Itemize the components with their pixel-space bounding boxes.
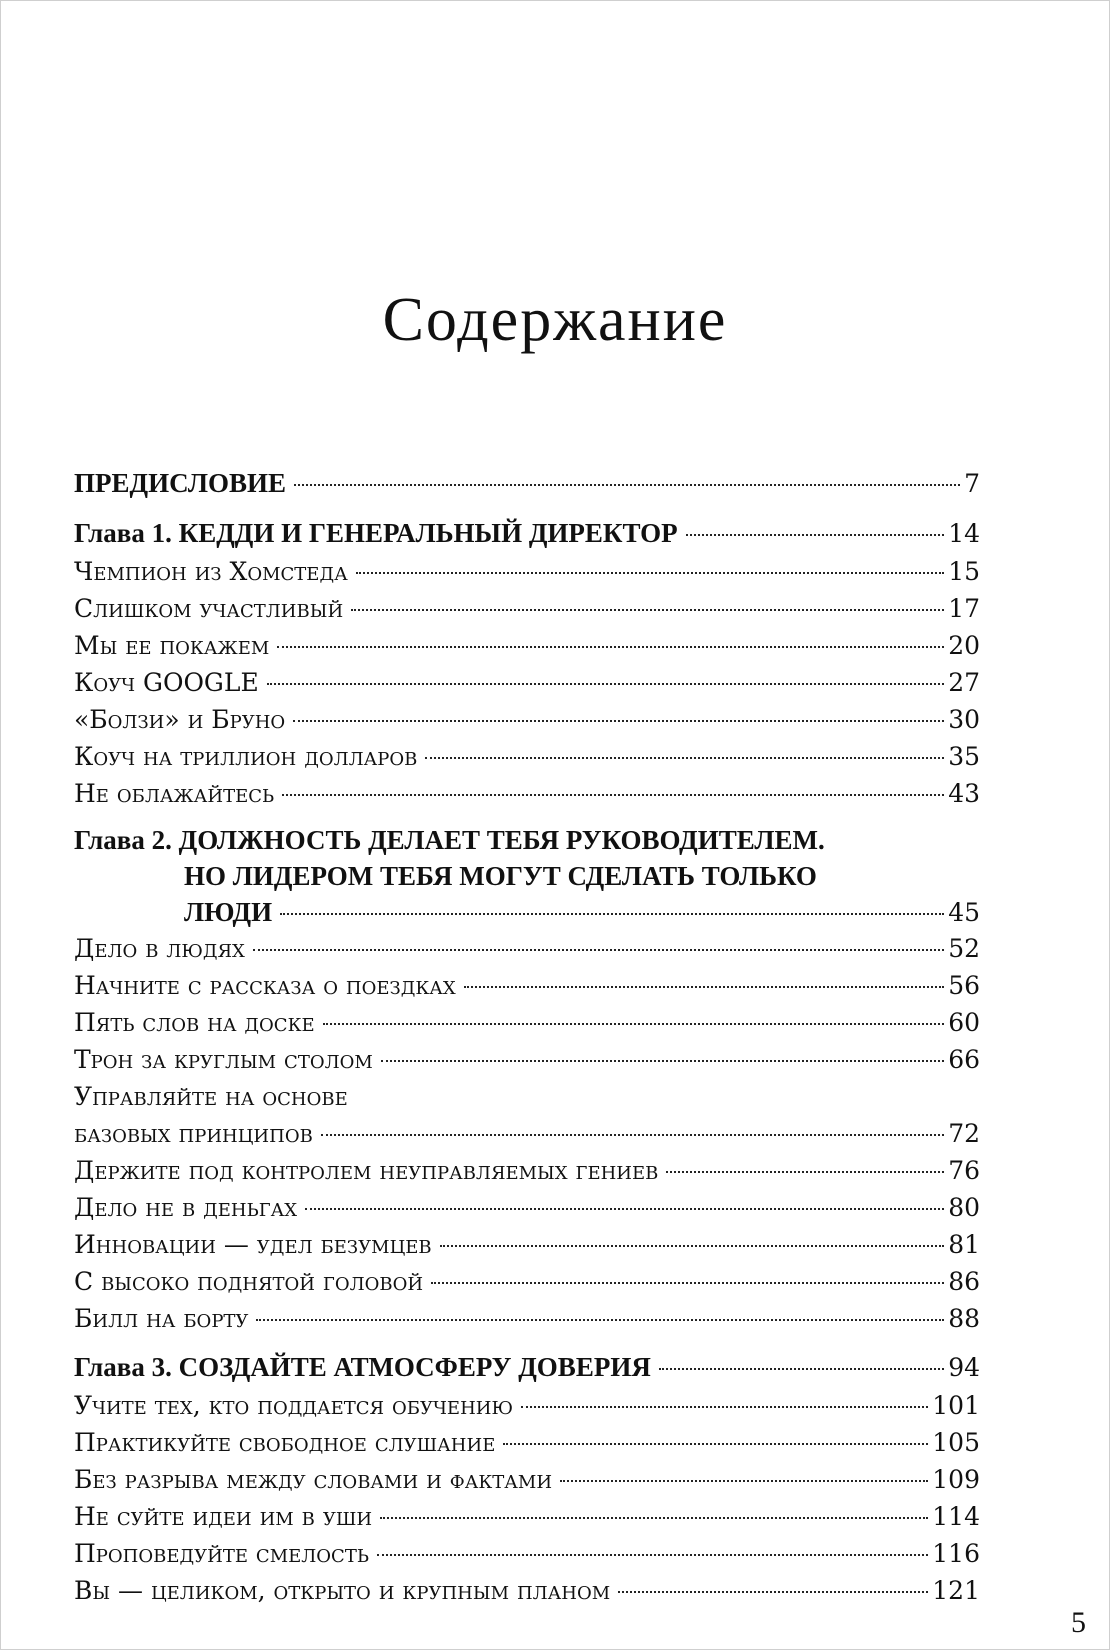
leader-dots [521,1406,928,1408]
toc-entry-label: Управляйте на основе [74,1082,348,1111]
page-number: 5 [1071,1606,1086,1639]
toc-entry-page: 56 [948,971,980,1000]
toc-entry-page: 105 [932,1428,980,1457]
chapter-3-sections [74,1387,980,1609]
toc-chapter-3[interactable] [74,1347,980,1387]
toc-entry-page: 81 [948,1230,980,1259]
leader-dots [503,1443,928,1445]
toc-entry-page: 80 [948,1193,980,1222]
leader-dots [659,1368,944,1370]
toc-entry-label: Дело не в деньгах [74,1193,298,1222]
leader-dots [282,794,944,796]
toc-entry-label: Трон за круглым столом [74,1045,373,1074]
toc-entry[interactable] [74,1263,980,1300]
leader-dots [686,534,945,536]
toc-entry-page: 109 [932,1465,980,1494]
toc-entry-label: Практикуйте свободное слушание [74,1428,496,1457]
toc-entry-label: Держите под контролем неуправляемых гениев [74,1156,659,1185]
leader-dots [323,1023,945,1025]
toc-entry-page: 86 [948,1267,980,1296]
toc-entry-label: Без разрыва между словами и фактами [74,1465,553,1494]
toc-entry-label: Коуч GOOGLE [74,668,259,697]
leader-dots [464,986,944,988]
toc-entry[interactable] [74,1189,980,1226]
toc-entry-label: Чемпион из Хомстеда [74,557,348,586]
toc-entry-label: Пять слов на доске [74,1008,315,1037]
leader-dots [377,1554,928,1556]
toc-entry[interactable] [74,930,980,967]
toc-entry-label: С высоко поднятой головой [74,1267,424,1296]
toc-entry-label: Не суйте идеи им в уши [74,1502,373,1531]
leader-dots [253,949,944,951]
toc-entry-label: «Болзи» и Бруно [74,705,286,734]
toc-entry[interactable] [74,553,980,590]
toc-entry-page: 72 [948,1119,980,1148]
toc-entry-preface[interactable] [74,463,980,503]
chapter-1-sections [74,553,980,812]
leader-dots [267,683,944,685]
toc-chapter-label: Глава 1. КЕДДИ И ГЕНЕРАЛЬНЫЙ ДИРЕКТОР [74,518,678,548]
toc-entry[interactable] [74,1387,980,1424]
toc-entry[interactable] [74,664,980,701]
leader-dots [440,1245,945,1247]
toc-chapter-page: 14 [948,519,980,548]
toc-chapter-label-line1: Глава 2. ДОЛЖНОСТЬ ДЕЛАЕТ ТЕБЯ РУКОВОДИТЕЛЕМ. [74,825,825,855]
toc-entry-label: Слишком участливый [74,594,344,623]
toc-entry-page: 17 [948,594,980,623]
leader-dots [666,1171,944,1173]
leader-dots [293,720,944,722]
leader-dots [351,609,944,611]
toc-entry[interactable] [74,627,980,664]
toc-chapter-1[interactable] [74,513,980,553]
leader-dots [294,484,960,486]
toc-entry[interactable] [74,738,980,775]
leader-dots [277,646,944,648]
toc-entry-page: 7 [964,469,980,498]
toc-entry[interactable] [74,1300,980,1337]
toc-entry[interactable] [74,1424,980,1461]
leader-dots [381,1060,944,1062]
leader-dots [256,1319,944,1321]
toc-entry-page: 60 [948,1008,980,1037]
toc-entry[interactable] [74,1004,980,1041]
toc-entry-page: 43 [948,779,980,808]
toc-chapter-page: 45 [948,898,980,927]
toc-entry[interactable] [74,590,980,627]
toc-chapter-label-line3-row [74,894,980,930]
leader-dots [356,572,944,574]
toc-entry[interactable] [74,1041,980,1078]
toc-entry-label: базовых принципов [74,1119,313,1148]
toc-entry[interactable] [74,701,980,738]
toc-chapter-label: Глава 3. СОЗДАЙТЕ АТМОСФЕРУ ДОВЕРИЯ [74,1352,651,1382]
toc-chapter-2[interactable] [74,822,980,930]
toc-entry-page: 101 [932,1391,980,1420]
toc-entry-page: 52 [948,934,980,963]
toc-entry-split-line1[interactable] [74,1078,980,1115]
toc-entry-page: 114 [932,1502,980,1531]
toc-entry-label: Не облажайтесь [74,779,275,808]
toc-entry[interactable] [74,1152,980,1189]
toc-entry-page: 15 [948,557,980,586]
toc-chapter-label-line3: ЛЮДИ [184,897,273,927]
toc-entry-label: ПРЕДИСЛОВИЕ [74,468,287,498]
toc-entry-page: 20 [948,631,980,660]
leader-dots [280,913,944,915]
chapter-2-sections-continued [74,1152,980,1337]
toc-entry-label: Инновации — удел безумцев [74,1230,432,1259]
toc-entry-page: 66 [948,1045,980,1074]
toc-entry[interactable] [74,1226,980,1263]
toc-entry-page: 116 [932,1539,980,1568]
toc-entry-label: Проповедуйте смелость [74,1539,369,1568]
leader-dots [431,1282,944,1284]
toc-entry-label: Учите тех, кто поддается обучению [74,1391,513,1420]
toc-entry-page: 27 [948,668,980,697]
toc-entry[interactable] [74,1535,980,1572]
leader-dots [618,1591,928,1593]
leader-dots [321,1134,944,1136]
toc-entry-page: 35 [948,742,980,771]
toc-entry-label: Вы — целиком, открыто и крупным планом [74,1576,611,1605]
leader-dots [560,1480,928,1482]
toc-chapter-label-line2: НО ЛИДЕРОМ ТЕБЯ МОГУТ СДЕЛАТЬ ТОЛЬКО [184,861,817,891]
leader-dots [380,1517,928,1519]
toc-entry-label: Начните с рассказа о поездках [74,971,456,1000]
toc-entry-page: 121 [932,1576,980,1605]
toc-entry-label: Коуч на триллион долларов [74,742,418,771]
toc-entry-label: Мы ее покажем [74,631,270,660]
table-of-contents [74,463,980,1609]
toc-entry[interactable] [74,967,980,1004]
leader-dots [425,757,944,759]
toc-entry-label: Дело в людях [74,934,245,963]
toc-entry-page: 88 [948,1304,980,1333]
toc-entry[interactable] [74,775,980,812]
toc-entry-page: 30 [948,705,980,734]
chapter-2-sections [74,930,980,1078]
toc-entry[interactable] [74,1572,980,1609]
toc-entry[interactable] [74,1498,980,1535]
toc-entry[interactable] [74,1461,980,1498]
leader-dots [305,1208,944,1210]
toc-entry-split-line2[interactable] [74,1115,980,1152]
page-title: Содержание [382,286,728,354]
toc-entry-label: Билл на борту [74,1304,249,1333]
toc-chapter-page: 94 [948,1353,980,1382]
toc-entry-page: 76 [948,1156,980,1185]
